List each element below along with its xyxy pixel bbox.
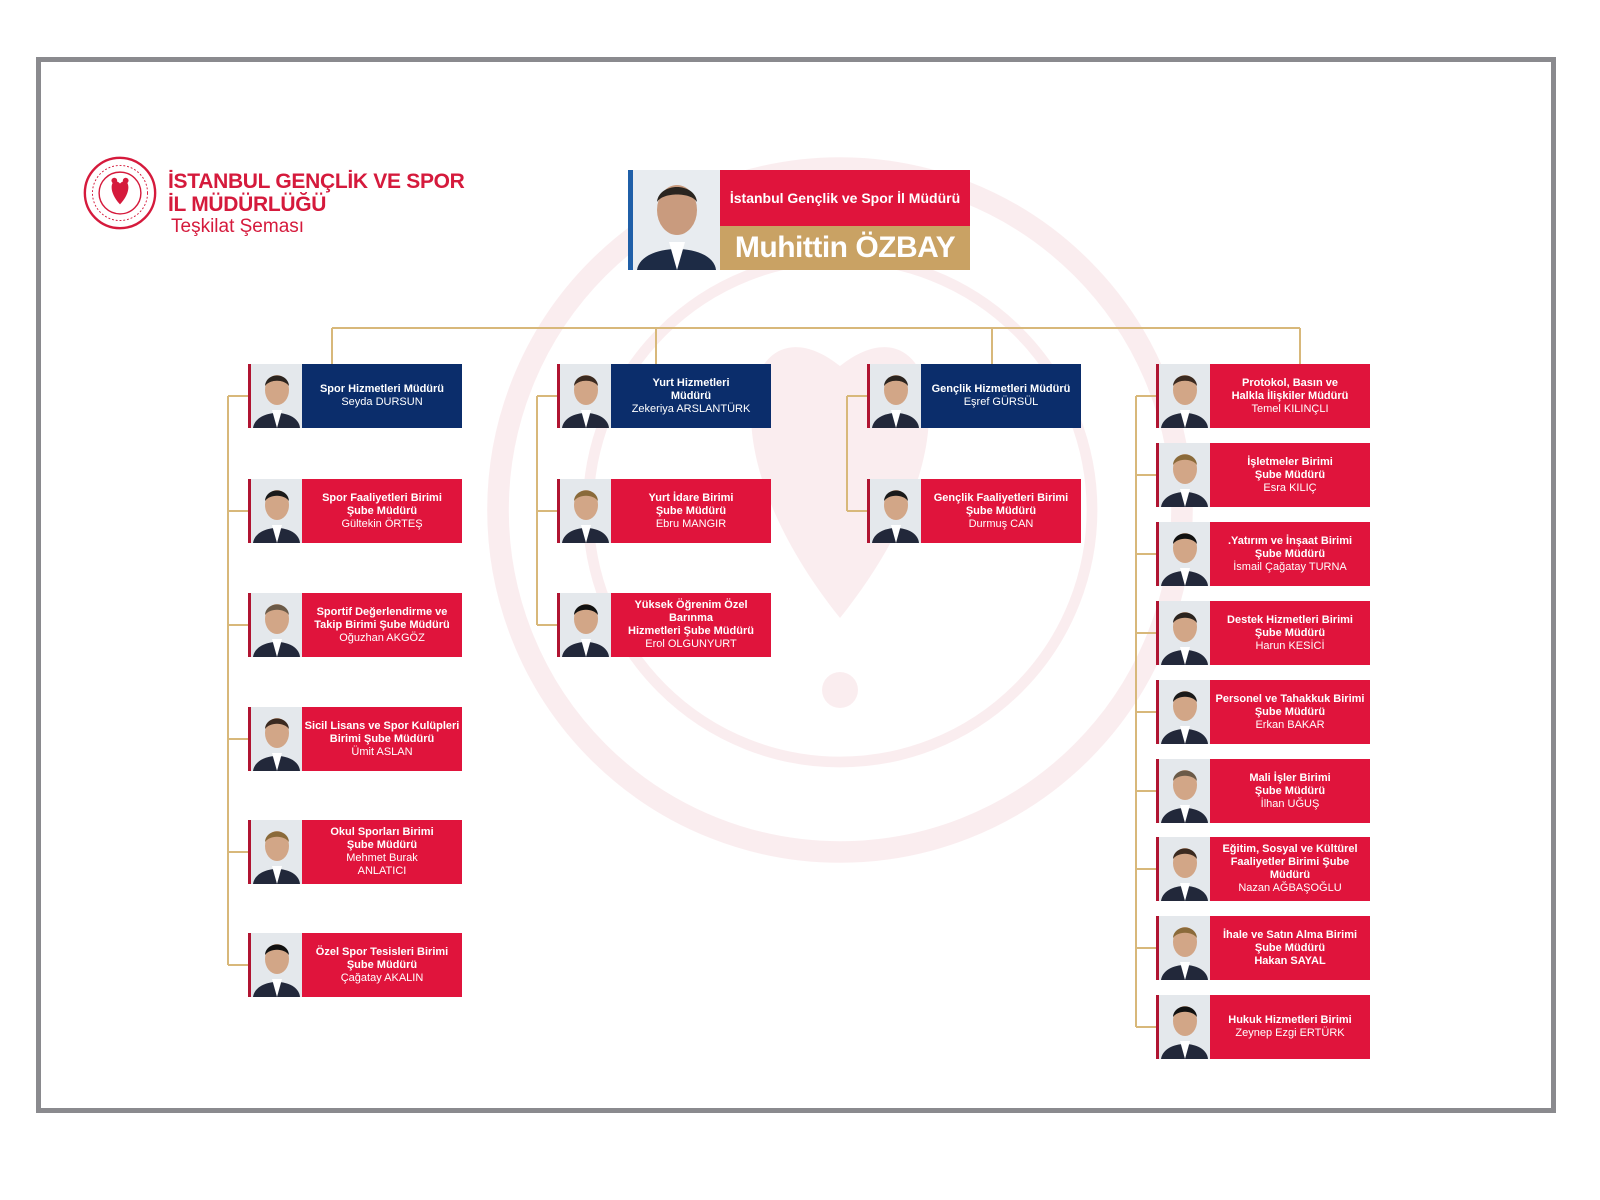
- person-photo: [1156, 837, 1210, 901]
- unit-label: [1210, 837, 1370, 901]
- person-photo: [1156, 759, 1210, 823]
- unit-title: Gençlik Faaliyetleri Birimi Şube Müdürü: [933, 491, 1069, 517]
- unit-card: [1156, 995, 1370, 1059]
- unit-title: Sportif Değerlendirme ve Takip Birimi Şube Müdürü: [314, 605, 450, 631]
- unit-title: İşletmeler Birimi Şube Müdürü: [1247, 455, 1333, 481]
- person-photo-icon: [251, 593, 302, 657]
- person-name: Esra KILIÇ: [1263, 481, 1317, 494]
- unit-title: Spor Hizmetleri Müdürü: [319, 383, 445, 395]
- person-photo-icon: [560, 479, 611, 543]
- unit-card: [248, 707, 462, 771]
- unit-title: Okul Sporları Birimi Şube Müdürü: [330, 826, 434, 851]
- person-name: Eşref GÜRSÜL: [963, 396, 1039, 408]
- person-name: Erol OLGUNYURT: [645, 638, 737, 650]
- director-card: [628, 170, 970, 270]
- unit-label: [1210, 601, 1370, 665]
- unit-label: [921, 364, 1081, 428]
- person-name: Ebru MANGIR: [655, 517, 727, 530]
- person-photo-icon: [251, 820, 302, 884]
- department-head-card: [557, 364, 771, 428]
- person-photo-icon: [633, 170, 720, 270]
- unit-title: Gençlik Hizmetleri Müdürü: [931, 383, 1071, 395]
- unit-card: [1156, 522, 1370, 586]
- unit-card: [248, 820, 462, 884]
- unit-label: [1210, 995, 1370, 1059]
- unit-label: [611, 593, 771, 657]
- person-name: Temel KILINÇLI: [1251, 402, 1329, 415]
- unit-title: Destek Hizmetleri Birimi Şube Müdürü: [1227, 613, 1353, 639]
- department-head-card: [248, 364, 462, 428]
- unit-title: .Yatırım ve İnşaat Birimi Şube Müdürü: [1227, 534, 1353, 560]
- person-photo: [557, 593, 611, 657]
- unit-label: [1210, 916, 1370, 980]
- unit-label: [1210, 364, 1370, 428]
- organization-name-line1: İSTANBUL GENÇLİK VE SPOR: [168, 170, 465, 193]
- unit-title: Özel Spor Tesisleri Birimi Şube Müdürü: [315, 945, 449, 971]
- director-title: İstanbul Gençlik ve Spor İl Müdürü: [720, 170, 970, 226]
- person-photo: [1156, 601, 1210, 665]
- person-name: Çağatay AKALIN: [340, 971, 424, 984]
- unit-title: Personel ve Tahakkuk Birimi Şube Müdürü: [1215, 692, 1365, 718]
- unit-label: [1210, 759, 1370, 823]
- unit-title: Eğitim, Sosyal ve Kültürel Faaliyetler Birimi Şube Müdürü: [1222, 843, 1358, 881]
- unit-card: [1156, 916, 1370, 980]
- unit-card: [1156, 837, 1370, 901]
- unit-label: [302, 479, 462, 543]
- person-photo-icon: [251, 933, 302, 997]
- person-photo: [867, 479, 921, 543]
- person-photo: [248, 364, 302, 428]
- person-photo: [248, 479, 302, 543]
- unit-card: [1156, 443, 1370, 507]
- person-photo-icon: [1159, 916, 1210, 980]
- director-name: Muhittin ÖZBAY: [720, 226, 970, 270]
- unit-card: [1156, 680, 1370, 744]
- unit-label: [921, 479, 1081, 543]
- unit-card: [867, 479, 1081, 543]
- person-photo-icon: [870, 364, 921, 428]
- unit-title: Yurt Hizmetleri Müdürü: [652, 376, 730, 402]
- person-photo: [1156, 916, 1210, 980]
- unit-label: [302, 593, 462, 657]
- unit-card: [557, 479, 771, 543]
- person-name: Hakan SAYAL: [1254, 954, 1326, 967]
- person-photo-icon: [1159, 443, 1210, 507]
- person-name: Mehmet Burak ANLATICI: [346, 852, 418, 877]
- unit-label: [302, 933, 462, 997]
- unit-label: [611, 364, 771, 428]
- person-name: Ümit ASLAN: [351, 745, 413, 758]
- chart-subtitle: Teşkilat Şeması: [171, 216, 305, 237]
- person-photo-icon: [560, 593, 611, 657]
- department-head-card: [1156, 364, 1370, 428]
- unit-title: İhale ve Satın Alma Birimi Şube Müdürü: [1222, 928, 1358, 954]
- person-photo-icon: [251, 479, 302, 543]
- person-name: Harun KESİCİ: [1255, 639, 1325, 652]
- unit-label: [302, 364, 462, 428]
- person-photo: [248, 820, 302, 884]
- unit-title: Protokol, Basın ve Halkla İlişkiler Müdürü: [1231, 376, 1349, 402]
- unit-title: Hukuk Hizmetleri Birimi: [1228, 1014, 1352, 1026]
- person-name: Oğuzhan AKGÖZ: [339, 631, 425, 644]
- person-photo-icon: [251, 707, 302, 771]
- person-photo: [1156, 364, 1210, 428]
- unit-card: [1156, 759, 1370, 823]
- person-name: Gültekin ÖRTEŞ: [341, 517, 423, 530]
- person-name: Zeynep Ezgi ERTÜRK: [1235, 1027, 1345, 1039]
- person-name: İlhan UĞUŞ: [1260, 797, 1320, 810]
- unit-title: Spor Faaliyetleri Birimi Şube Müdürü: [322, 491, 442, 517]
- person-photo: [248, 593, 302, 657]
- person-photo: [248, 707, 302, 771]
- unit-title: Sicil Lisans ve Spor Kulüpleri Birimi Şube Müdürü: [304, 719, 460, 745]
- unit-label: [1210, 680, 1370, 744]
- person-photo: [557, 479, 611, 543]
- person-photo: [867, 364, 921, 428]
- person-photo-icon: [1159, 680, 1210, 744]
- person-photo-icon: [1159, 364, 1210, 428]
- unit-label: [302, 707, 462, 771]
- unit-label: [1210, 522, 1370, 586]
- unit-label: [1210, 443, 1370, 507]
- unit-label: [302, 820, 462, 884]
- person-photo: [1156, 522, 1210, 586]
- director-photo: [628, 170, 720, 270]
- person-name: Seyda DURSUN: [341, 396, 423, 408]
- person-name: Durmuş CAN: [968, 517, 1034, 530]
- person-photo: [1156, 995, 1210, 1059]
- person-photo-icon: [560, 364, 611, 428]
- person-name: Nazan AĞBAŞOĞLU: [1238, 882, 1342, 894]
- unit-card: [248, 933, 462, 997]
- person-photo: [248, 933, 302, 997]
- person-photo-icon: [1159, 759, 1210, 823]
- person-photo-icon: [870, 479, 921, 543]
- unit-card: [248, 593, 462, 657]
- unit-title: Yurt İdare Birimi Şube Müdürü: [648, 491, 734, 517]
- unit-label: [611, 479, 771, 543]
- unit-title: Mali İşler Birimi Şube Müdürü: [1249, 771, 1331, 797]
- person-photo: [1156, 680, 1210, 744]
- person-name: Zekeriya ARSLANTÜRK: [631, 402, 751, 415]
- unit-card: [557, 593, 771, 657]
- person-photo-icon: [251, 364, 302, 428]
- person-photo-icon: [1159, 601, 1210, 665]
- person-name: Erkan BAKAR: [1255, 718, 1325, 731]
- person-photo: [557, 364, 611, 428]
- person-photo: [1156, 443, 1210, 507]
- person-name: İsmail Çağatay TURNA: [1233, 560, 1347, 573]
- person-photo-icon: [1159, 522, 1210, 586]
- person-photo-icon: [1159, 837, 1210, 901]
- organization-name-line2: İL MÜDÜRLÜĞÜ: [168, 193, 327, 216]
- unit-title: Yüksek Öğrenim Özel Barınma Hizmetleri Şube Müdürü: [628, 599, 754, 637]
- unit-card: [248, 479, 462, 543]
- unit-card: [1156, 601, 1370, 665]
- department-head-card: [867, 364, 1081, 428]
- person-photo-icon: [1159, 995, 1210, 1059]
